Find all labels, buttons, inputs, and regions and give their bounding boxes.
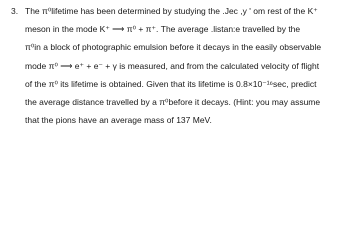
problem-line: The π⁰lifetime has been determined by studying the .Jec ,y ' om rest of the K⁺ (25, 6, 318, 16)
problem-line: that the pions have an average mass of 137 MeV. (25, 115, 212, 126)
problem-line: π⁰in a block of photographic emulsion before it decays in the easily observable (25, 42, 322, 53)
problem-line: of the π⁰ its lifetime is obtained. Given that its lifetime is 0.8×10⁻¹⁶sec, predict (25, 78, 317, 89)
problem-line: mode π⁰ ⟶ e⁺ + e⁻ + γ is measured, and from the calculated velocity of flight (25, 60, 320, 71)
problem-text (25, 5, 347, 132)
problem-line: meson in the mode K⁺ ⟶ π⁰ + π⁺. The average .listan:e travelled by the (25, 24, 301, 35)
problem-line: the average distance travelled by a π⁰before it decays. (Hint: you may assume (25, 96, 321, 107)
problem-number: 3. (11, 6, 19, 16)
